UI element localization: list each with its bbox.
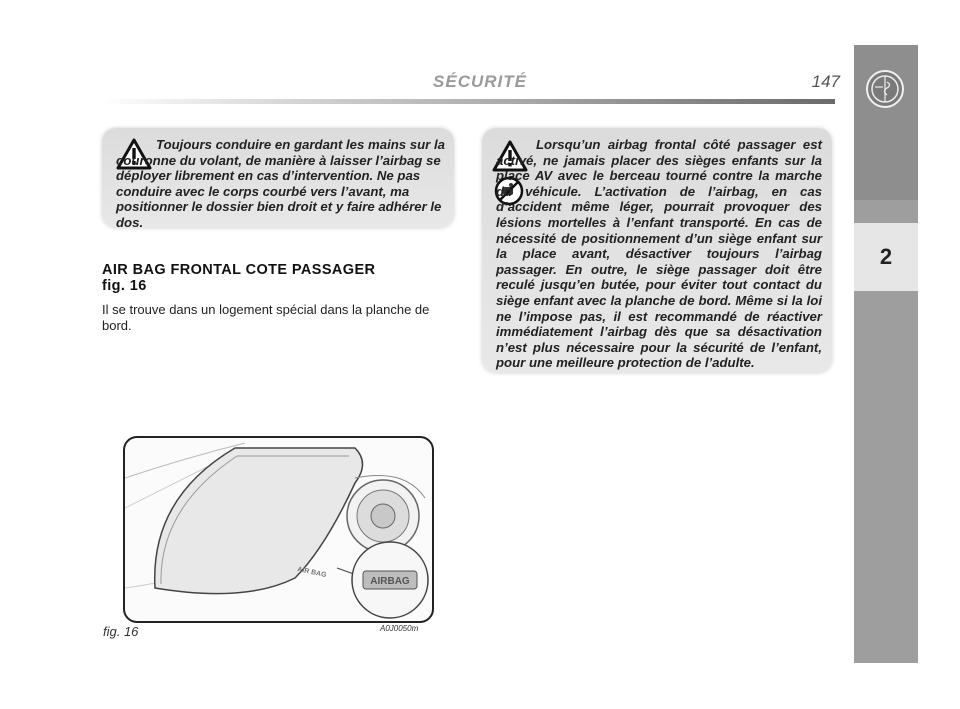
airbag-badge-label: AIRBAG: [370, 576, 410, 587]
section-title-line-2: fig. 16: [102, 278, 147, 294]
airbag-small-label: AIR BAG: [296, 566, 327, 580]
chapter-side-tab: [854, 45, 918, 663]
warning-box-hands-on-wheel: [102, 128, 454, 228]
figure-caption: fig. 16: [103, 624, 139, 639]
warning-2-text: Lorsqu’un airbag frontal côté passager est activé, ne jamais placer des sièges enfants sur la place AV avec le berceau tourné contre la marche du véhicule. L’activation de l’airbag, en cas d’accident même léger, pourrait provoquer des lésions mortelles à l’enfant transporté. En cas de nécessité de positionnement d’un siège enfant sur la place avant, désactiver toujours l’airbag passager. En outre, le siège passager doit être reculé jusqu’en butée, pour éviter tout contact du siège enfant avec la planche de bord. Même si la loi ne l’impose pas, il est recommandé de réactiver immédiatement l’airbag dès que sa désactivation n’est plus nécessaire pour la sécurité de l’enfant, pour une meilleure protection de l’adulte.: [496, 137, 822, 371]
section-header-title: SÉCURITÉ: [433, 72, 527, 91]
figure-airbag-dashboard: [123, 436, 434, 623]
warning-1-text: Toujours conduire en gardant les mains sur la couronne du volant, de manière à laisser l’airbag se déployer librement en cas d’intervention. Ne pas conduire avec le corps courbé vers l’avant, ma positionner le dossier bien droit et y faire adhérer le dos.: [116, 137, 445, 230]
chapter-number: 2: [854, 223, 918, 291]
figure-code: A0J0050m: [380, 624, 419, 633]
section-body-text: Il se trouve dans un logement spécial dans la planche de bord.: [102, 302, 430, 333]
header-divider: [100, 99, 835, 104]
page-number: 147: [811, 72, 840, 91]
warning-box-child-seat: [482, 128, 832, 373]
section-title-line-1: AIR BAG FRONTAL COTE PASSAGER: [102, 262, 376, 278]
brand-logo-icon: [866, 70, 904, 108]
section-title: [102, 262, 442, 294]
airbag-illustration: [125, 438, 432, 621]
side-tab-top: [854, 45, 918, 200]
